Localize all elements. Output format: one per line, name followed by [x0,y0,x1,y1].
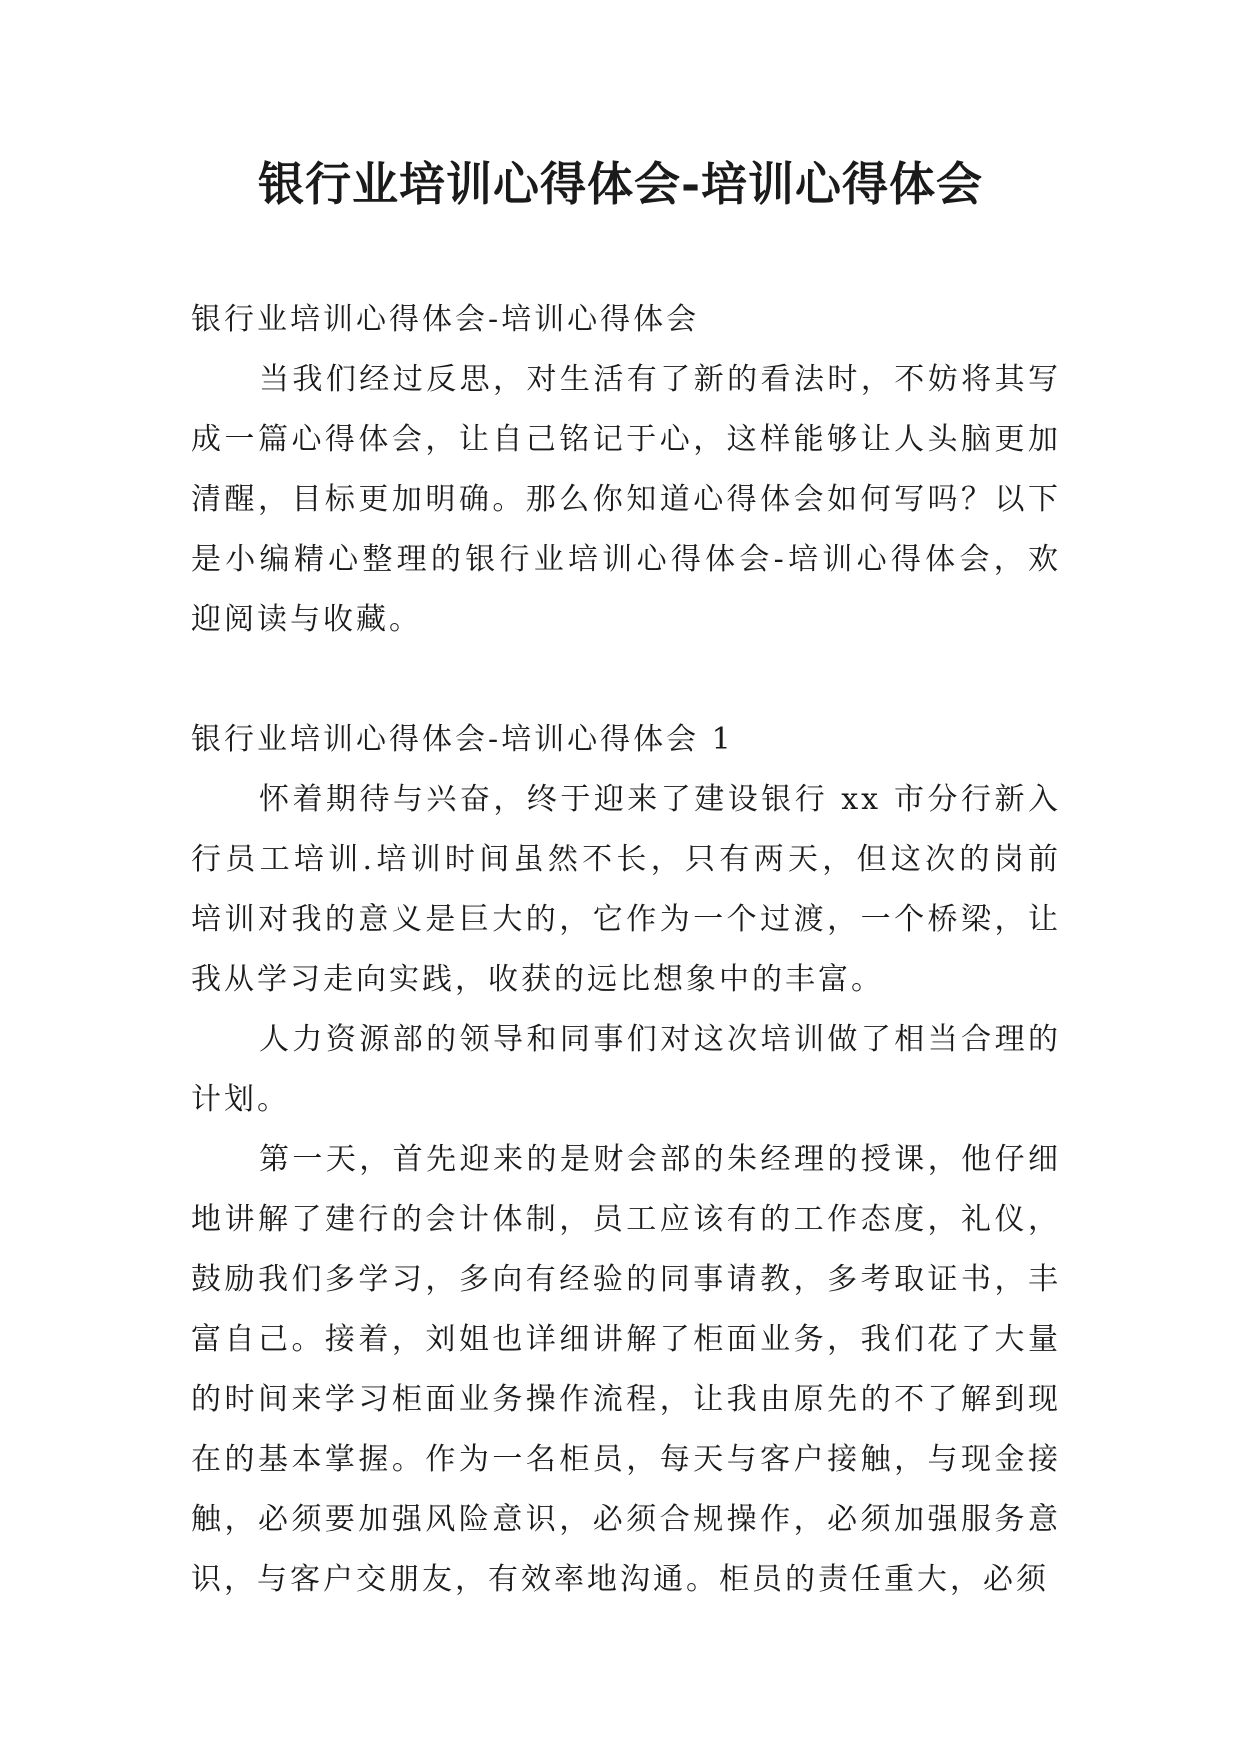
document-title: 银行业培训心得体会-培训心得体会 [257,157,984,211]
section-heading-1: 银行业培训心得体会-培训心得体会 1 [191,722,734,757]
body-paragraph: 怀着期待与兴奋，终于迎来了建设银行 xx 市分行新入行员工培训.培训时间虽然不长，只有两天，但这次的岗前培训对我的意义是巨大的，它作为一个过渡，一个桥梁，让我从学习走向实践，收获的远比想象中的丰富。 [191,782,1061,997]
document-body [191,290,1061,1610]
body-paragraph: 第一天，首先迎来的是财会部的朱经理的授课，他仔细地讲解了建行的会计体制，员工应该有的工作态度，礼仪，鼓励我们多学习，多向有经验的同事请教，多考取证书，丰富自己。接着，刘姐也详细讲解了柜面业务，我们花了大量的时间来学习柜面业务操作流程，让我由原先的不了解到现在的基本掌握。作为一名柜员，每天与客户接触，与现金接触，必须要加强风险意识，必须合规操作，必须加强服务意识，与客户交朋友，有效率地沟通。柜员的责任重大，必须 [191,1142,1061,1597]
intro-paragraph: 当我们经过反思，对生活有了新的看法时，不妨将其写成一篇心得体会，让自己铭记于心，这样能够让人头脑更加清醒，目标更加明确。那么你知道心得体会如何写吗？以下是小编精心整理的银行业培训心得体会-培训心得体会，欢迎阅读与收藏。 [191,362,1061,637]
body-paragraph: 人力资源部的领导和同事们对这次培训做了相当合理的计划。 [191,1022,1061,1117]
section-spacer [191,650,1061,710]
document-subtitle: 银行业培训心得体会-培训心得体会 [191,302,700,337]
